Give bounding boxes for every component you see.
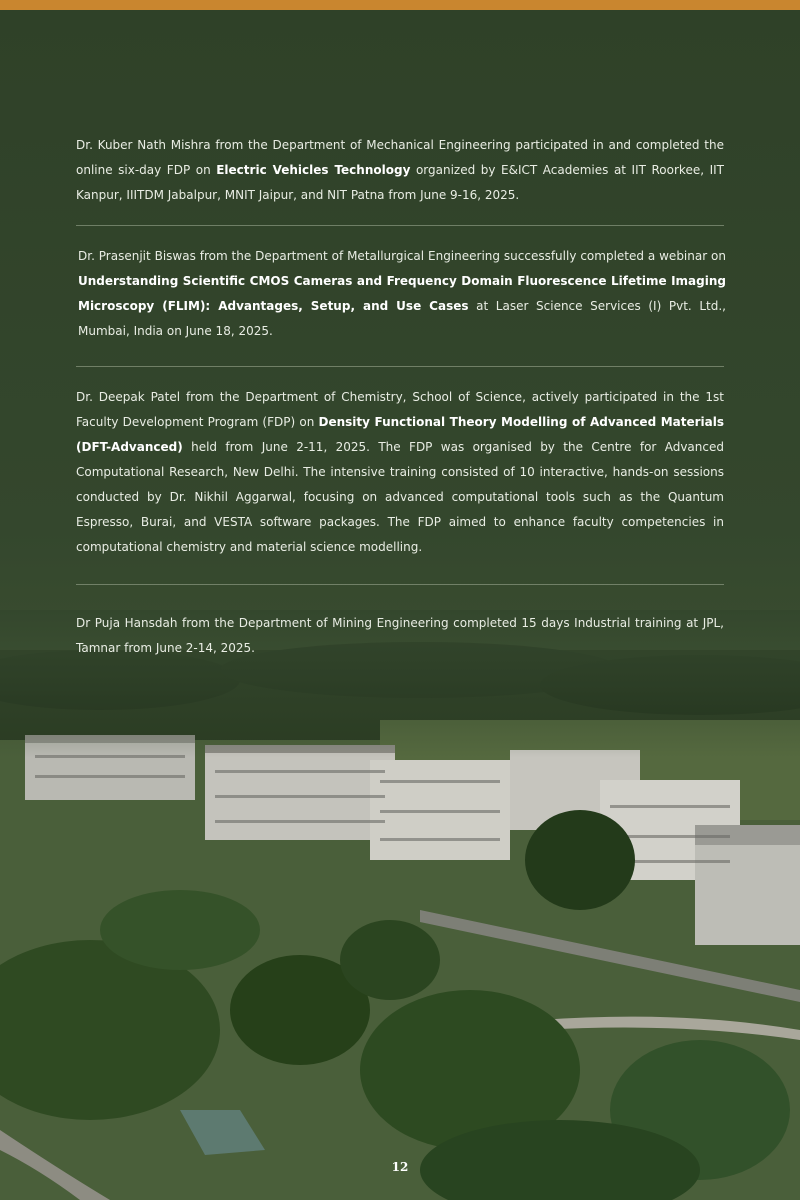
news-item-1-text-end: organized by E&ICT Academies at IIT Roorkee, IIT Kanpur, IIITDM Jabalpur, MNIT Jaipur, and NIT Patna from June 9-16, 2025. <box>76 163 724 202</box>
news-item-2-text: Dr. Prasenjit Biswas from the Department of Metallurgical Engineering successfully completed a webinar on <box>78 249 726 263</box>
news-item-2-text-end: at Laser Science Services (I) Pvt. Ltd., Mumbai, India on June 18, 2025. <box>78 299 726 338</box>
news-item-2 <box>78 244 726 344</box>
divider <box>76 225 724 226</box>
news-item-1-highlight: Electric Vehicles Technology <box>216 163 411 177</box>
news-item-4-text: Dr Puja Hansdah from the Department of Mining Engineering completed 15 days Industrial training at JPL, Tamnar from June 2-14, 2025. <box>76 616 724 655</box>
news-item-1-text: Dr. Kuber Nath Mishra from the Department of Mechanical Engineering participated in and completed the online six-day FDP on <box>76 138 724 177</box>
divider <box>76 366 724 367</box>
news-item-4 <box>76 611 724 661</box>
news-item-3-text: Dr. Deepak Patel from the Department of Chemistry, School of Science, actively participated in the 1st Faculty Development Program (FDP) on <box>76 390 724 429</box>
news-item-2-highlight: Understanding Scientific CMOS Cameras and Frequency Domain Fluorescence Lifetime Imaging Microscopy (FLIM): Advantages, Setup, and Use Cases <box>78 274 726 313</box>
news-item-3-text-end: held from June 2-11, 2025. The FDP was organised by the Centre for Advanced Computational Research, New Delhi. The intensive training consisted of 10 interactive, hands-on sessions conducted by Dr. Nikhil Aggarwal, focusing on advanced computational tools such as the Quantum Espresso, Burai, and VESTA software packages. The FDP aimed to enhance faculty competencies in computational chemistry and material science modelling. <box>76 440 724 554</box>
top-accent-bar <box>0 0 800 10</box>
news-item-3 <box>76 385 724 560</box>
news-item-3-highlight: Density Functional Theory Modelling of Advanced Materials (DFT-Advanced) <box>76 415 724 454</box>
divider <box>76 584 724 585</box>
news-item-1 <box>76 133 724 208</box>
campus-aerial-photo <box>0 610 800 1200</box>
page-number: 12 <box>391 1160 409 1174</box>
